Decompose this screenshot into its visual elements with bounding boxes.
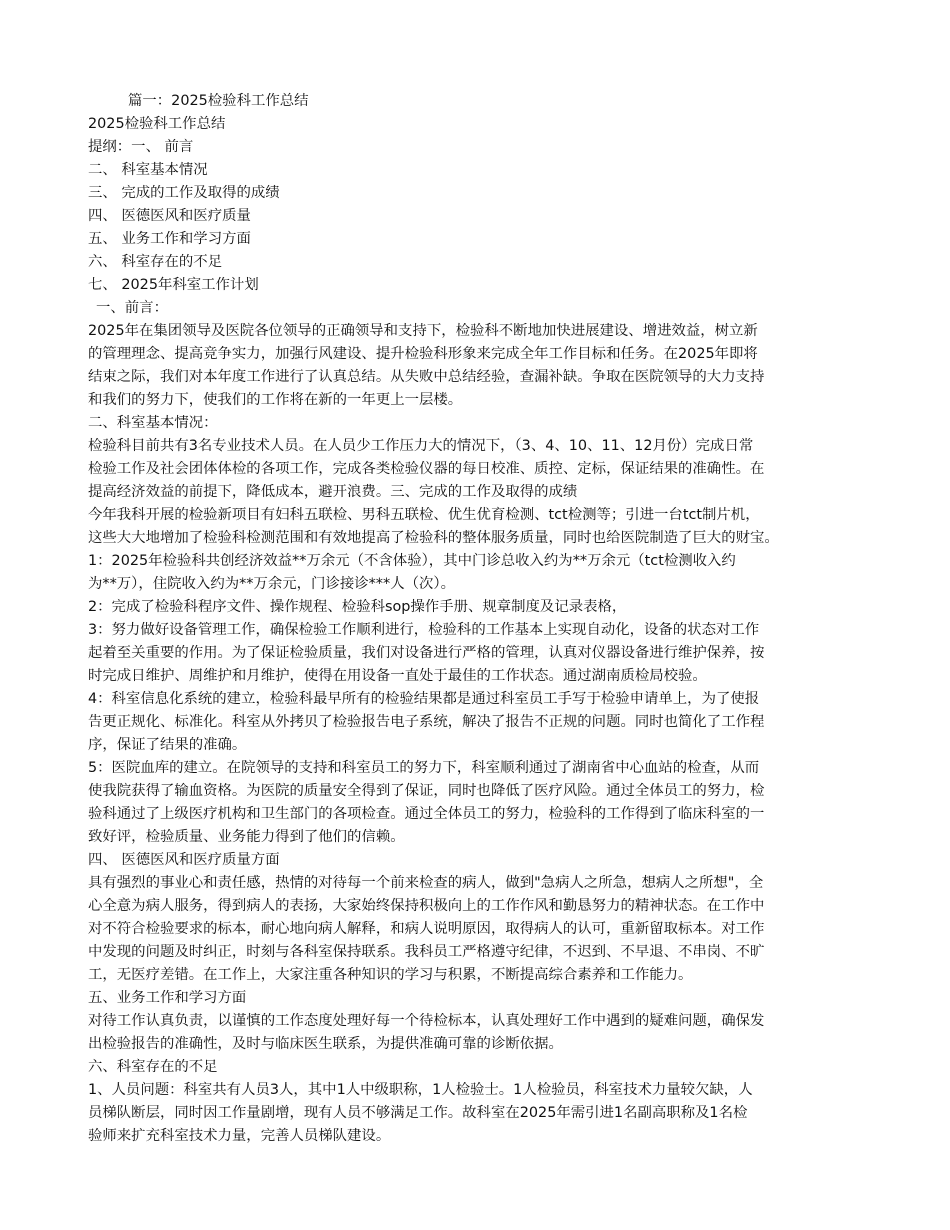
outline-item: 二、 科室基本情况 [88,162,208,178]
paragraph-line: 验科通过了上级医疗机构和卫生部门的各项检查。通过全体员工的努力，检验科的工作得到了临床科室的一 [88,806,765,822]
paragraph-line: 对不符合检验要求的标本，耐心地向病人解释，和病人说明原因，取得病人的认可，重新留取标本。对工作 [88,921,765,937]
section-heading: 二、科室基本情况： [88,415,218,431]
section-heading: 一、前言： [96,300,168,316]
paragraph-line: 对待工作认真负责，以谨慎的工作态度处理好每一个待检标本，认真处理好工作中遇到的疑难问题，确保发 [88,1013,765,1029]
paragraph-line: 为**万），住院收入约为**万余元，门诊接诊***人（次）。 [88,576,455,592]
paragraph-line: 5：医院血库的建立。在院领导的支持和科室员工的努力下，科室顺利通过了湖南省中心血站的检查，从而 [88,760,760,776]
document-title: 2025检验科工作总结 [88,116,226,132]
paragraph-line: 2025年在集团领导及医院各位领导的正确领导和支持下，检验科不断地加快进展建设、增进效益，树立新 [88,323,758,339]
paragraph-line: 结束之际，我们对本年度工作进行了认真总结。从失败中总结经验，查漏补缺。争取在医院领导的大力支持 [88,369,765,385]
paragraph-line: 出检验报告的准确性，及时与临床医生联系，为提供准确可靠的诊断依据。 [88,1036,563,1052]
paragraph-line: 心全意为病人服务，得到病人的表扬，大家始终保持积极向上的工作作风和勤恳努力的精神状态。在工作中 [88,898,765,914]
paragraph-line: 1、人员问题：科室共有人员3人，其中1人中级职称，1人检验士。1人检验员，科室技术力量较欠缺，人 [88,1082,753,1098]
paragraph-line: 具有强烈的事业心和责任感，热情的对待每一个前来检查的病人，做到"急病人之所急，想病人之所想"，全 [88,875,764,891]
outline-item: 七、 2025年科室工作计划 [88,277,259,293]
outline-item: 三、 完成的工作及取得的成绩 [88,185,280,201]
outline-item: 四、 医德医风和医疗质量 [88,208,251,224]
paragraph-line: 4：科室信息化系统的建立，检验科最早所有的检验结果都是通过科室员工手写于检验申请单上，为了使报 [88,691,760,707]
paragraph-line: 工，无医疗差错。在工作上，大家注重各种知识的学习与积累，不断提高综合素养和工作能力。 [88,967,693,983]
paragraph-line: 这些大大地增加了检验科检测范围和有效地提高了检验科的整体服务质量，同时也给医院制造了巨大的财宝。 [88,530,779,546]
paragraph-line: 和我们的努力下，使我们的工作将在新的一年更上一层楼。 [88,392,463,408]
section-heading: 四、 医德医风和医疗质量方面 [88,852,280,868]
section-heading: 六、科室存在的不足 [88,1059,218,1075]
paragraph-line: 3：努力做好设备管理工作，确保检验工作顺利进行，检验科的工作基本上实现自动化，设备的状态对工作 [88,622,760,638]
outline-item: 提纲：一、 前言 [88,139,194,155]
paragraph-line: 检验工作及社会团体体检的各项工作，完成各类检验仪器的每日校准、质控、定标，保证结果的准确性。在 [88,461,765,477]
section-heading: 五、业务工作和学习方面 [88,990,247,1006]
paragraph-line: 员梯队断层，同时因工作量剧增，现有人员不够满足工作。故科室在2025年需引进1名副高职称及1名检 [88,1105,748,1121]
paragraph-line: 验师来扩充科室技术力量，完善人员梯队建设。 [88,1128,391,1144]
paragraph-line: 今年我科开展的检验新项目有妇科五联检、男科五联检、优生优育检测、tct检测等；引进一台tct制片机， [88,507,760,523]
outline-item: 五、 业务工作和学习方面 [88,231,251,247]
paragraph-line: 起着至关重要的作用。为了保证检验质量，我们对设备进行严格的管理，认真对仪器设备进行维护保养，按 [88,645,765,661]
document-heading: 篇一：2025检验科工作总结 [128,93,309,109]
paragraph-line: 提高经济效益的前提下，降低成本，避开浪费。三、完成的工作及取得的成绩 [88,484,578,500]
paragraph-line: 检验科目前共有3名专业技术人员。在人员少工作压力大的情况下，（3、4、10、11、12月份）完成日常 [88,438,754,454]
paragraph-line: 时完成日维护、周维护和月维护，使得在用设备一直处于最佳的工作状态。通过湖南质检局校验。 [88,668,707,684]
paragraph-line: 致好评，检验质量、业务能力得到了他们的信赖。 [88,829,405,845]
paragraph-line: 序，保证了结果的准确。 [88,737,247,753]
paragraph-line: 2：完成了检验科程序文件、操作规程、检验科sop操作手册、规章制度及记录表格， [88,599,627,615]
paragraph-line: 使我院获得了输血资格。为医院的质量安全得到了保证，同时也降低了医疗风险。通过全体员工的努力，检 [88,783,765,799]
paragraph-line: 1：2025年检验科共创经济效益**万余元（不含体验），其中门诊总收入约为**万余元（tct检测收入约 [88,553,736,569]
paragraph-line: 中发现的问题及时纠正，时刻与各科室保持联系。我科员工严格遵守纪律，不迟到、不早退、不串岗、不旷 [88,944,765,960]
paragraph-line: 告更正规化、标准化。科室从外拷贝了检验报告电子系统，解决了报告不正规的问题。同时也简化了工作程 [88,714,765,730]
outline-item: 六、 科室存在的不足 [88,254,223,270]
paragraph-line: 的管理理念、提高竞争实力，加强行风建设、提升检验科形象来完成全年工作目标和任务。在2025年即将 [88,346,758,362]
